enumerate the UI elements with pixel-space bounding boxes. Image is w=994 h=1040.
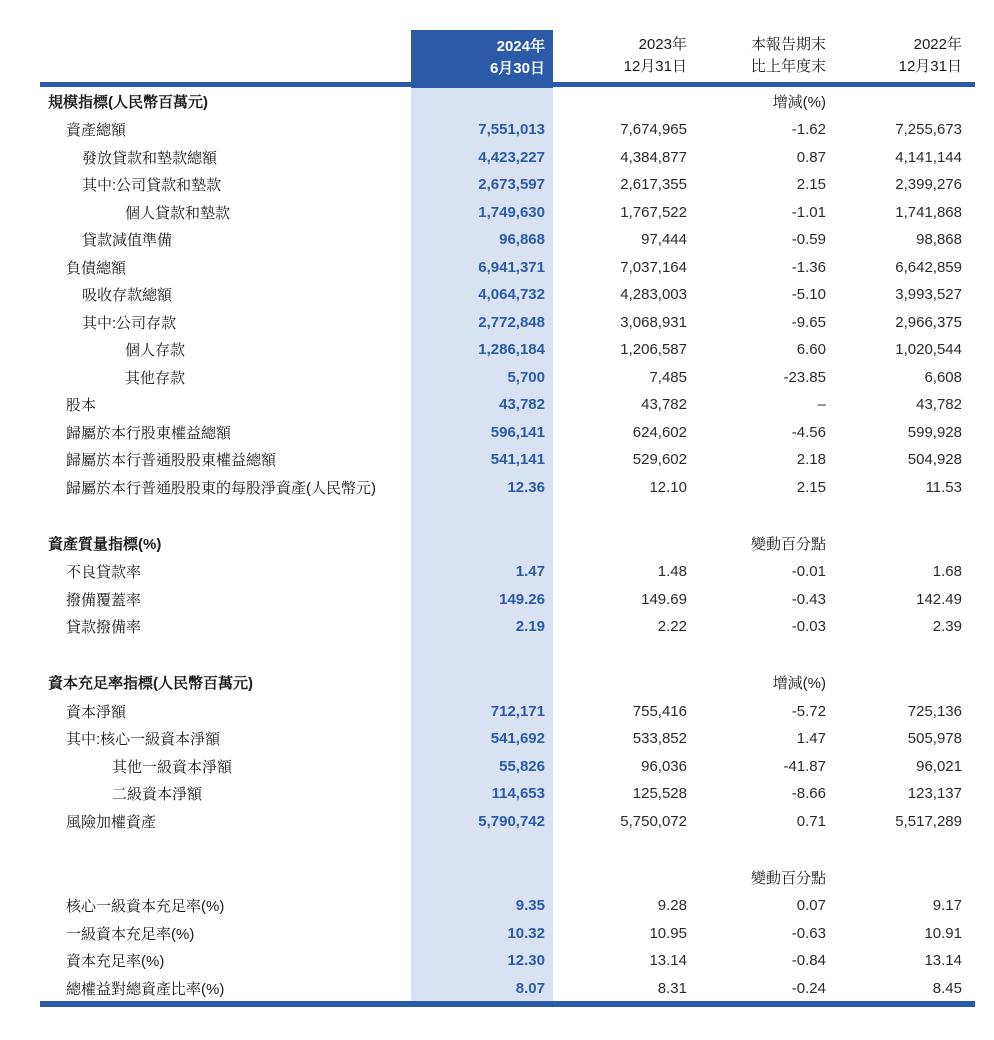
col-header-2023 — [553, 34, 687, 82]
table-row — [40, 226, 975, 254]
row-label: 撥備覆蓋率 — [66, 591, 142, 609]
table-row — [40, 558, 975, 586]
value-change: -0.59 — [791, 231, 826, 249]
col-header-2022 — [826, 34, 962, 82]
value-2024: 43,782 — [499, 396, 545, 414]
table-row — [40, 144, 975, 172]
row-label: 歸屬於本行普通股股東權益總額 — [66, 452, 277, 470]
value-2024: 12.36 — [507, 478, 545, 496]
value-2024: 4,423,227 — [478, 148, 545, 166]
value-change: -9.65 — [791, 313, 826, 331]
value-2023: 7,485 — [649, 368, 687, 386]
row-label: 個人存款 — [125, 342, 186, 360]
row-label: 其中:核心一級資本淨額 — [66, 731, 221, 749]
value-2024: 2.19 — [515, 618, 545, 636]
table-row — [40, 364, 975, 392]
table-row — [40, 474, 975, 502]
value-2022: 2,399,276 — [895, 176, 962, 194]
row-label: 其中:公司貸款和墊款 — [82, 177, 222, 195]
table-body — [40, 86, 975, 1002]
value-2024: 2,772,848 — [478, 313, 545, 331]
col-header-2023-date: 12月31日 — [623, 58, 687, 75]
value-change: 0.87 — [796, 148, 826, 166]
row-label: 資產質量指標(%) — [48, 535, 162, 553]
value-2024: 96,868 — [499, 231, 545, 249]
value-2022: 4,141,144 — [895, 148, 962, 166]
row-label: 吸收存款總額 — [82, 287, 173, 305]
value-change: 2.15 — [796, 478, 826, 496]
col-header-change-line2: 比上年度末 — [750, 58, 826, 75]
row-label: 負債總額 — [66, 259, 127, 277]
value-2022: 96,021 — [916, 757, 962, 775]
col-header-2022-date: 12月31日 — [898, 58, 962, 75]
table-row — [40, 808, 975, 836]
value-2024: 12.30 — [507, 952, 545, 970]
value-2024: 541,692 — [490, 730, 545, 748]
value-2023: 2,617,355 — [620, 176, 687, 194]
table-row — [40, 281, 975, 309]
value-2024: 2,673,597 — [478, 176, 545, 194]
col-header-change-line1: 本報告期末 — [750, 36, 826, 53]
row-label: 貸款減值準備 — [82, 232, 173, 250]
value-change: 變動百分點 — [750, 869, 826, 887]
value-change: -0.03 — [791, 618, 826, 636]
row-label: 貸款撥備率 — [66, 619, 142, 637]
value-2022: 8.45 — [932, 979, 962, 997]
table-row — [40, 336, 975, 364]
table-row — [40, 753, 975, 781]
value-change: -0.84 — [791, 952, 826, 970]
table-row — [40, 947, 975, 975]
value-change: 1.47 — [796, 730, 826, 748]
table-row — [40, 780, 975, 808]
value-2024: 1,286,184 — [478, 341, 545, 359]
value-2022: 11.53 — [925, 478, 962, 496]
value-2023: 149.69 — [641, 590, 687, 608]
row-label: 不良貸款率 — [66, 564, 142, 582]
value-2023: 624,602 — [632, 423, 687, 441]
row-label: 一級資本充足率(%) — [66, 925, 195, 943]
col-header-2024-year: 2024年 — [496, 38, 545, 55]
value-change: -23.85 — [783, 368, 826, 386]
value-2022: 10.91 — [924, 924, 962, 942]
row-label: 二級資本淨額 — [112, 786, 203, 804]
col-header-2024-date: 6月30日 — [489, 60, 545, 77]
value-change: 6.60 — [796, 341, 826, 359]
value-2024: 10.32 — [507, 924, 545, 942]
table-section — [40, 668, 975, 836]
row-label: 資產總額 — [66, 122, 127, 140]
value-2022: 13.14 — [924, 952, 962, 970]
value-2023: 7,674,965 — [620, 121, 687, 139]
value-2023: 755,416 — [632, 702, 687, 720]
value-2024: 5,790,742 — [478, 812, 545, 830]
value-change: 增減(%) — [772, 93, 826, 111]
table-row — [40, 698, 975, 726]
row-label: 歸屬於本行普通股股東的每股淨資產(人民幣元) — [66, 479, 376, 497]
table-section — [40, 528, 975, 641]
value-2023: 8.31 — [657, 979, 687, 997]
value-2024: 1.47 — [515, 563, 545, 581]
value-2022: 123,137 — [907, 785, 962, 803]
value-2023: 13.14 — [649, 952, 687, 970]
section-header-row — [40, 668, 975, 698]
value-2022: 505,978 — [907, 730, 962, 748]
value-change: 增減(%) — [772, 675, 826, 692]
table-row — [40, 391, 975, 419]
value-2024: 596,141 — [490, 423, 545, 441]
value-2023: 5,750,072 — [620, 812, 687, 830]
row-label: 核心一級資本充足率(%) — [66, 898, 225, 916]
table-row — [40, 116, 975, 144]
table-row — [40, 725, 975, 753]
value-change: – — [817, 396, 826, 414]
value-change: -1.62 — [791, 121, 826, 139]
col-header-2024 — [411, 30, 553, 88]
value-2023: 533,852 — [632, 730, 687, 748]
row-label: 股本 — [66, 397, 97, 415]
value-2023: 10.95 — [649, 924, 687, 942]
value-change: 2.15 — [796, 176, 826, 194]
value-2022: 5,517,289 — [895, 812, 962, 830]
value-2022: 3,993,527 — [895, 286, 962, 304]
value-2024: 7,551,013 — [478, 121, 545, 139]
row-label: 總權益對總資產比率(%) — [66, 980, 225, 998]
value-change: -5.72 — [791, 702, 826, 720]
value-change: -4.56 — [791, 423, 826, 441]
row-label: 歸屬於本行股東權益總額 — [66, 424, 232, 442]
value-2024: 149.26 — [499, 590, 545, 608]
value-change: -0.43 — [791, 590, 826, 608]
table-row — [40, 975, 975, 1003]
value-2024: 114,653 — [491, 785, 545, 803]
bottom-rule — [40, 1001, 975, 1007]
row-label: 其他存款 — [125, 369, 186, 387]
value-2022: 2.39 — [932, 618, 962, 636]
value-2022: 9.17 — [932, 897, 962, 915]
value-2023: 3,068,931 — [620, 313, 687, 331]
value-2022: 599,928 — [907, 423, 962, 441]
value-2023: 12.10 — [649, 478, 687, 496]
col-header-2022-year: 2022年 — [913, 36, 962, 53]
row-label: 發放貸款和墊款總額 — [82, 149, 218, 167]
value-change: 0.71 — [796, 812, 826, 830]
value-2022: 142.49 — [916, 590, 962, 608]
value-2022: 1,741,868 — [895, 203, 962, 221]
row-label: 其中:公司存款 — [82, 314, 177, 332]
value-change: -41.87 — [783, 757, 826, 775]
table-section — [40, 862, 975, 1002]
value-2022: 2,966,375 — [895, 313, 962, 331]
table-row — [40, 419, 975, 447]
section-header-row — [40, 528, 975, 558]
section-header-row — [40, 86, 975, 116]
value-2024: 9.35 — [515, 897, 545, 915]
value-change: -1.01 — [791, 203, 826, 221]
table-section — [40, 86, 975, 501]
row-label: 風險加權資產 — [66, 813, 157, 831]
value-2023: 1,767,522 — [620, 203, 687, 221]
table-row — [40, 920, 975, 948]
table-row — [40, 171, 975, 199]
value-2024: 1,749,630 — [478, 203, 545, 221]
col-header-2023-year: 2023年 — [638, 36, 687, 53]
table-row — [40, 446, 975, 474]
row-label: 資本淨額 — [66, 703, 127, 721]
value-2023: 4,283,003 — [620, 286, 687, 304]
row-label: 規模指標(人民幣百萬元) — [48, 93, 208, 111]
value-2023: 1.48 — [657, 563, 687, 581]
row-label: 個人貸款和墊款 — [125, 204, 231, 222]
value-2023: 529,602 — [632, 451, 687, 469]
value-2023: 9.28 — [657, 897, 687, 915]
table-row — [40, 586, 975, 614]
value-2024: 5,700 — [507, 368, 545, 386]
value-2022: 7,255,673 — [895, 121, 962, 139]
value-change: -8.66 — [791, 785, 826, 803]
row-label: 其他一級資本淨額 — [112, 758, 233, 776]
table-row — [40, 892, 975, 920]
value-change: 2.18 — [796, 451, 826, 469]
value-2024: 4,064,732 — [478, 286, 545, 304]
value-2023: 43,782 — [641, 396, 687, 414]
col-header-change — [687, 34, 826, 82]
value-change: -0.01 — [791, 563, 826, 581]
row-label: 資本充足率指標(人民幣百萬元) — [48, 675, 253, 692]
value-change: 0.07 — [796, 897, 826, 915]
value-change: -0.24 — [791, 979, 826, 997]
row-label: 資本充足率(%) — [66, 953, 165, 971]
value-change: -1.36 — [791, 258, 826, 276]
value-2022: 1.68 — [932, 563, 962, 581]
value-2023: 96,036 — [641, 757, 687, 775]
value-2024: 8.07 — [515, 979, 545, 997]
value-change: -5.10 — [791, 286, 826, 304]
value-2022: 1,020,544 — [895, 341, 962, 359]
value-2023: 97,444 — [641, 231, 687, 249]
value-2024: 541,141 — [490, 451, 545, 469]
value-2022: 43,782 — [916, 396, 962, 414]
value-2022: 6,642,859 — [895, 258, 962, 276]
value-2023: 1,206,587 — [620, 341, 687, 359]
value-2023: 4,384,877 — [620, 148, 687, 166]
value-2024: 712,171 — [490, 702, 545, 720]
table-row — [40, 309, 975, 337]
table-row — [40, 613, 975, 641]
table-row — [40, 254, 975, 282]
value-2022: 725,136 — [907, 702, 962, 720]
table-row — [40, 199, 975, 227]
value-2024: 55,826 — [499, 757, 545, 775]
value-change: -0.63 — [791, 924, 826, 942]
value-change: 變動百分點 — [750, 535, 826, 553]
value-2023: 125,528 — [632, 785, 687, 803]
value-2023: 7,037,164 — [620, 258, 687, 276]
value-2024: 6,941,371 — [478, 258, 545, 276]
value-2022: 98,868 — [916, 231, 962, 249]
value-2022: 504,928 — [907, 451, 962, 469]
value-2023: 2.22 — [657, 618, 687, 636]
section-header-row — [40, 862, 975, 892]
value-2022: 6,608 — [924, 368, 962, 386]
